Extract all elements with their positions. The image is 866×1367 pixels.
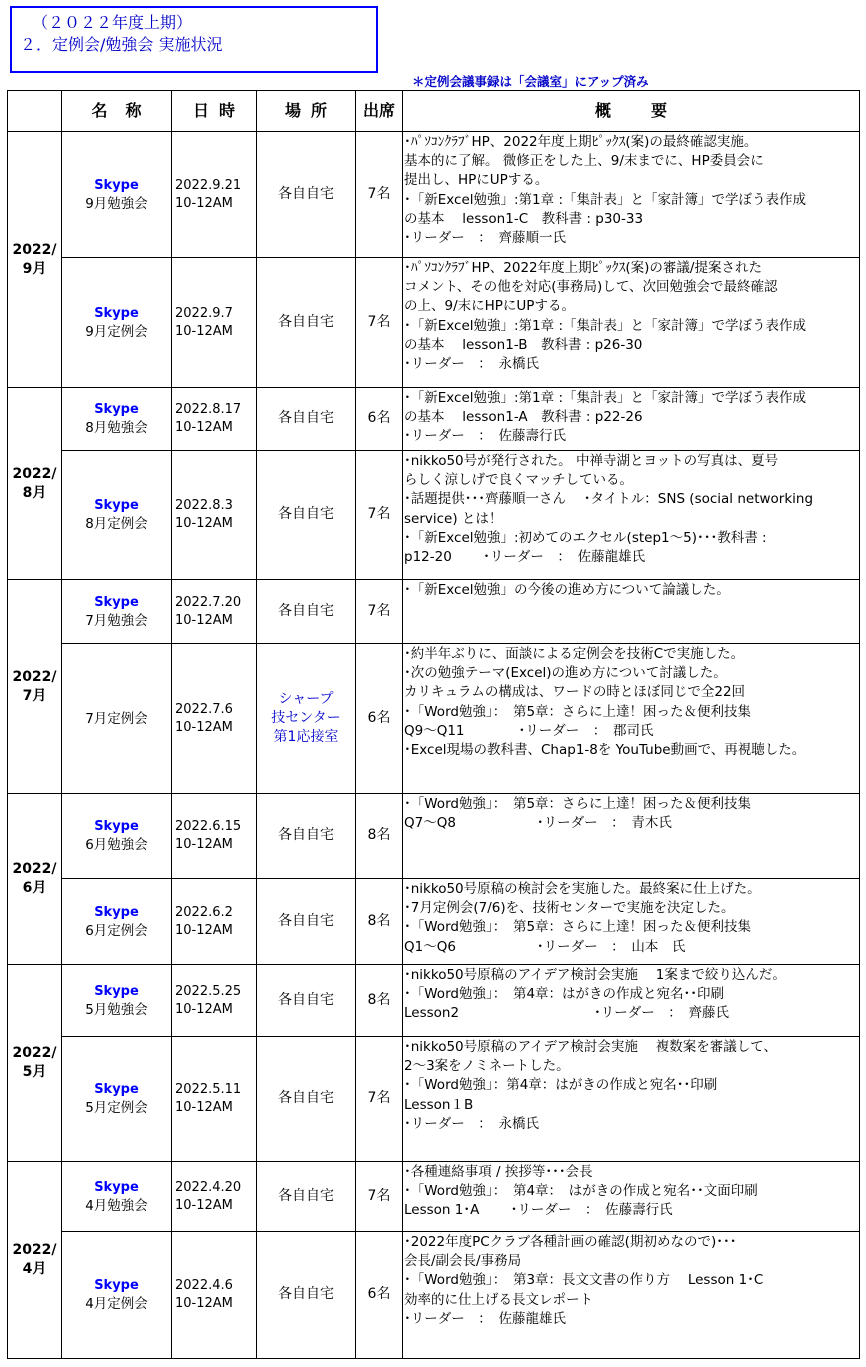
meeting-name: 9月定例会 — [85, 323, 148, 340]
place-line: 技センター — [271, 710, 341, 726]
time-text: 10-12AM — [175, 420, 233, 435]
summary-cell: ･ﾊﾟｿｺﾝｸﾗﾌﾞHP、2022年度上期ﾋﾟｯｸｽ(案)の最終確認実施。 基本的に了解。 微修正をした上、9/末までに、HP委員会に 提出し、HPにUPする。 ･「新Excel勉強」:第1章 :「集計表」と「家計簿」で学ぼう表作成 の基本 lesson1-C 教科書 : p30-33 ･リーダー ： 齊藤順一氏 — [403, 132, 860, 258]
skype-label: Skype — [94, 498, 139, 513]
meeting-name: 7月勉強会 — [85, 612, 148, 629]
date-cell — [172, 965, 257, 1037]
summary-cell: ･nikko50号が発行された。 中禅寺湖とヨットの写真は、夏号 らしく涼しげで良くマッチしている。 ･話題提供･･･齊藤順一さん ･タイトル：SNS (social networking service) とは！ ･「新Excel勉強」:初めてのエクセル(step1～5)･･･教科書 : p12-20 ･リーダー ： 佐藤龍雄氏 — [403, 451, 860, 580]
attendance-cell: 7名 — [356, 451, 403, 580]
table-row — [8, 644, 860, 794]
summary-cell: ･nikko50号原稿のアイデア検討会実施 複数案を審議して、 2～3案をノミネートした。 ･「Word勉強」：第4章：はがきの作成と宛名･･印刷 Lesson１B ･リーダー ： 永橋氏 — [403, 1037, 860, 1162]
period-cell: 2022/ 8月 — [8, 388, 62, 580]
summary-cell: ･「Word勉強」： 第5章：さらに上達！困った＆便利技集 Q7～Q8 ･リーダー ： 青木氏 — [403, 794, 860, 879]
meeting-name: 4月勉強会 — [85, 1197, 148, 1214]
time-text: 10-12AM — [175, 719, 233, 735]
summary-cell: ･2022年度PCクラブ各種計画の確認(期初めなので)･･･ 会長/副会長/事務局 ･「Word勉強」： 第3章：長文文書の作り方 Lesson 1･C 効率的に仕上げる長文レポート ･リーダー ： 佐藤龍雄氏 — [403, 1232, 860, 1359]
name-cell — [62, 388, 172, 451]
header-period — [8, 91, 62, 132]
title-box — [10, 6, 378, 73]
name-cell — [62, 1037, 172, 1162]
skype-label: Skype — [94, 177, 139, 193]
date-cell — [172, 580, 257, 644]
attendance-cell: 6名 — [356, 644, 403, 794]
name-cell — [62, 580, 172, 644]
period-cell: 2022/ 9月 — [8, 132, 62, 388]
date-cell — [172, 132, 257, 258]
table-row — [8, 580, 860, 644]
date-cell — [172, 1037, 257, 1162]
summary-cell: ･ﾊﾟｿｺﾝｸﾗﾌﾞHP、2022年度上期ﾋﾟｯｸｽ(案)の審議/提案された コメント、その他を対応(事務局)して、次回勉強会で最終確認 の上、9/末にHPにUPする。 ･「新Excel勉強」:第1章 :「集計表」と「家計簿」で学ぼう表作成 の基本 lesson1-B 教科書 : p26-30 ･リーダー ： 永橋氏 — [403, 258, 860, 388]
place-cell: 各自自宅 — [257, 132, 356, 258]
meeting-name: 5月定例会 — [85, 1100, 148, 1116]
date-cell — [172, 388, 257, 451]
date-text: 2022.5.11 — [175, 1082, 242, 1097]
name-cell — [62, 1162, 172, 1232]
place-cell: 各自自宅 — [257, 451, 356, 580]
date-cell — [172, 879, 257, 965]
period-cell: 2022/ 4月 — [8, 1162, 62, 1359]
date-text: 2022.6.15 — [175, 819, 242, 834]
table-row — [8, 388, 860, 451]
date-text: 2022.8.3 — [175, 498, 233, 513]
period-cell: 2022/ 6月 — [8, 794, 62, 965]
summary-cell: ･各種連絡事項 / 挨拶等･･･会長 ･「Word勉強」： 第4章： はがきの作成と宛名･･文面印刷 Lesson 1･A ･リーダー ： 佐藤壽行氏 — [403, 1162, 860, 1232]
time-text: 10-12AM — [175, 516, 233, 531]
meeting-name: 8月勉強会 — [85, 420, 148, 436]
place-line: 第1応接室 — [273, 729, 339, 745]
header-name: 名称 — [62, 91, 172, 132]
time-text: 10-12AM — [175, 195, 233, 211]
meeting-name: 5月勉強会 — [85, 1001, 148, 1018]
time-text: 10-12AM — [175, 323, 233, 339]
meeting-name: 9月勉強会 — [85, 195, 148, 212]
table-row — [8, 879, 860, 965]
date-text: 2022.8.17 — [175, 402, 242, 417]
name-cell — [62, 451, 172, 580]
attendance-cell: 7名 — [356, 258, 403, 388]
meeting-name: 7月定例会 — [85, 710, 148, 727]
date-text: 2022.9.21 — [175, 177, 242, 193]
skype-label: Skype — [94, 402, 139, 417]
header-attendance: 出席 — [356, 91, 403, 132]
name-cell — [62, 794, 172, 879]
skype-label: Skype — [94, 983, 139, 999]
time-text: 10-12AM — [175, 612, 233, 628]
table-row — [8, 1232, 860, 1359]
attendance-cell: 8名 — [356, 879, 403, 965]
time-text: 10-12AM — [175, 1001, 233, 1017]
name-cell — [62, 644, 172, 794]
summary-cell: ･nikko50号原稿の検討会を実施した。最終案に仕上げた。 ･7月定例会(7/6)を、技術センターで実施を決定した。 ･「Word勉強」： 第5章：さらに上達！困った＆便利技集 Q1～Q6 ･リーダー ： 山本 氏 — [403, 879, 860, 965]
table-row — [8, 794, 860, 879]
meeting-status-table — [7, 90, 860, 1359]
table-row — [8, 965, 860, 1037]
place-cell: 各自自宅 — [257, 965, 356, 1037]
place-cell: 各自自宅 — [257, 794, 356, 879]
attendance-cell: 6名 — [356, 1232, 403, 1359]
name-cell — [62, 132, 172, 258]
meeting-name: 4月定例会 — [85, 1296, 148, 1312]
summary-cell: ･約半年ぶりに、面談による定例会を技術Cで実施した。 ･次の勉強テーマ(Excel)の進め方について討議した。 カリキュラムの構成は、ワードの時とほぼ同じで全22回 ･「Word勉強」： 第5章：さらに上達！困った＆便利技集 Q9～Q11 ･リーダー ： 郡司氏 ･Excel現場の教科書、Chap1-8を YouTube動画で、再視聴した。 — [403, 644, 860, 794]
time-text: 10-12AM — [175, 1100, 233, 1115]
minutes-note: ＊定例会議事録は「会議室」にアップ済み — [412, 74, 649, 89]
meeting-name: 6月勉強会 — [85, 837, 148, 853]
name-cell — [62, 1232, 172, 1359]
attendance-cell: 7名 — [356, 580, 403, 644]
header-row — [8, 91, 860, 132]
summary-cell: ･nikko50号原稿のアイデア検討会実施 1案まで絞り込んだ。 ･「Word勉強」： 第4章：はがきの作成と宛名･･印刷 Lesson2 ･リーダー ： 齊藤氏 — [403, 965, 860, 1037]
time-text: 10-12AM — [175, 922, 233, 938]
place-cell: 各自自宅 — [257, 1162, 356, 1232]
place-cell: 各自自宅 — [257, 258, 356, 388]
date-text: 2022.5.25 — [175, 983, 242, 999]
date-text: 2022.7.20 — [175, 594, 242, 610]
date-cell — [172, 644, 257, 794]
header-place: 場所 — [257, 91, 356, 132]
place-cell: 各自自宅 — [257, 879, 356, 965]
skype-label: Skype — [94, 305, 139, 321]
place-cell: 各自自宅 — [257, 1037, 356, 1162]
skype-label: Skype — [94, 819, 139, 834]
name-cell — [62, 258, 172, 388]
table-row — [8, 258, 860, 388]
summary-cell: ･「新Excel勉強」の今後の進め方について論議した。 — [403, 580, 860, 644]
date-text: 2022.4.20 — [175, 1179, 242, 1195]
attendance-cell: 7名 — [356, 132, 403, 258]
date-text: 2022.9.7 — [175, 305, 233, 321]
date-cell — [172, 1162, 257, 1232]
date-text: 2022.7.6 — [175, 701, 233, 717]
skype-label: Skype — [94, 1278, 139, 1293]
name-cell — [62, 965, 172, 1037]
date-cell — [172, 451, 257, 580]
date-cell — [172, 794, 257, 879]
place-cell: 各自自宅 — [257, 1232, 356, 1359]
period-cell: 2022/ 7月 — [8, 580, 62, 794]
attendance-cell: 8名 — [356, 794, 403, 879]
header-datetime: 日時 — [172, 91, 257, 132]
place-line: シャープ — [278, 691, 334, 707]
skype-label: Skype — [94, 904, 139, 920]
name-cell — [62, 879, 172, 965]
attendance-cell: 6名 — [356, 388, 403, 451]
time-text: 10-12AM — [175, 837, 233, 852]
attendance-cell: 7名 — [356, 1162, 403, 1232]
place-cell: 各自自宅 — [257, 388, 356, 451]
meeting-name: 8月定例会 — [85, 516, 148, 532]
table-row — [8, 1037, 860, 1162]
date-text: 2022.6.2 — [175, 904, 233, 920]
meeting-name: 6月定例会 — [85, 922, 148, 939]
date-cell — [172, 258, 257, 388]
table-row — [8, 1162, 860, 1232]
header-summary: 概要 — [403, 91, 860, 132]
attendance-cell: 8名 — [356, 965, 403, 1037]
attendance-cell: 7名 — [356, 1037, 403, 1162]
skype-label: Skype — [94, 1082, 139, 1097]
time-text: 10-12AM — [175, 1197, 233, 1213]
period-cell: 2022/ 5月 — [8, 965, 62, 1162]
place-cell — [257, 644, 356, 794]
title-line-1: （２０２２年度上期） — [32, 13, 193, 32]
title-line-2: ２．定例会/勉強会 実施状況 — [20, 35, 223, 54]
table-row — [8, 132, 860, 258]
skype-label: Skype — [94, 594, 139, 610]
summary-cell: ･「新Excel勉強」:第1章 :「集計表」と「家計簿」で学ぼう表作成 の基本 lesson1-A 教科書 : p22-26 ･リーダー ： 佐藤壽行氏 — [403, 388, 860, 451]
table-row — [8, 451, 860, 580]
place-cell: 各自自宅 — [257, 580, 356, 644]
time-text: 10-12AM — [175, 1296, 233, 1311]
skype-label: Skype — [94, 1179, 139, 1195]
date-cell — [172, 1232, 257, 1359]
date-text: 2022.4.6 — [175, 1278, 233, 1293]
